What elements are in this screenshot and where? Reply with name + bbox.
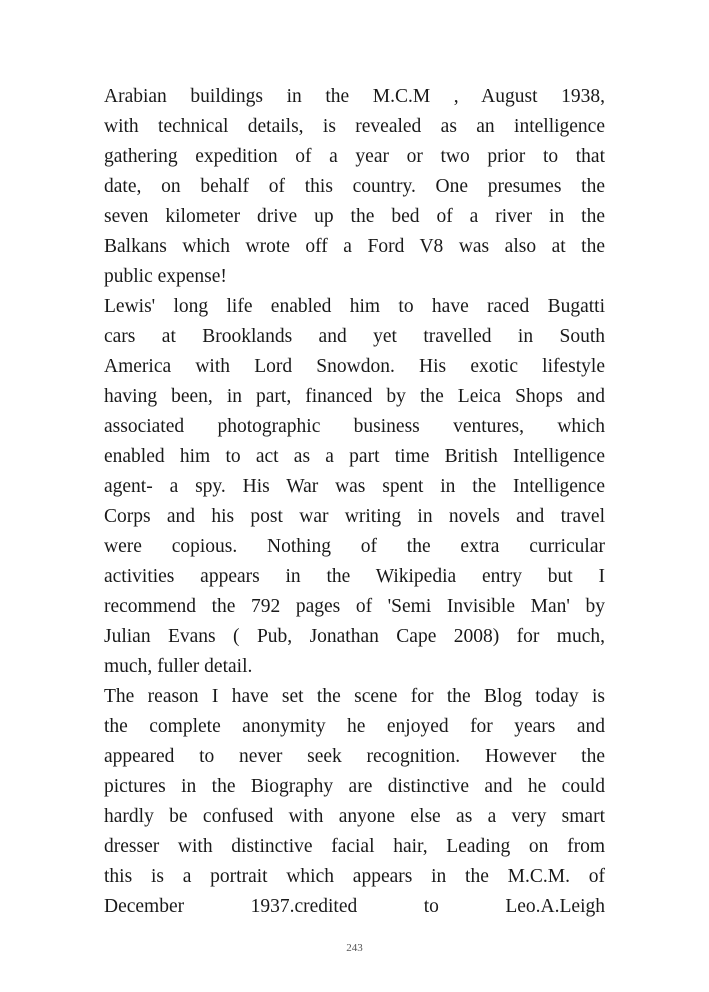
text-line: recommend the 792 pages of 'Semi Invisible Man' by	[104, 596, 605, 617]
text-line: Julian Evans ( Pub, Jonathan Cape 2008) for much,	[104, 626, 605, 647]
text-line: hardly be confused with anyone else as a very smart	[104, 806, 605, 827]
text-line: activities appears in the Wikipedia entry but I	[104, 566, 605, 587]
text-line: enabled him to act as a part time British Intelligence	[104, 446, 605, 467]
text-line: dresser with distinctive facial hair, Leading on from	[104, 836, 605, 857]
text-line: this is a portrait which appears in the M.C.M. of	[104, 866, 605, 887]
text-line: date, on behalf of this country. One presumes the	[104, 176, 605, 197]
text-line: having been, in part, financed by the Leica Shops and	[104, 386, 605, 407]
text-line: Lewis' long life enabled him to have raced Bugatti	[104, 296, 605, 317]
text-line: with technical details, is revealed as an intelligence	[104, 116, 605, 137]
text-line: cars at Brooklands and yet travelled in South	[104, 326, 605, 347]
text-line: seven kilometer drive up the bed of a river in the	[104, 206, 605, 227]
text-line: were copious. Nothing of the extra curricular	[104, 536, 605, 557]
page-number: 243	[346, 942, 363, 954]
text-line: America with Lord Snowdon. His exotic lifestyle	[104, 356, 605, 377]
text-line: pictures in the Biography are distinctive and he could	[104, 776, 605, 797]
text-line: much, fuller detail.	[104, 656, 253, 677]
text-line: Arabian buildings in the M.C.M , August 1938,	[104, 86, 605, 107]
text-line: appeared to never seek recognition. However the	[104, 746, 605, 767]
text-line: agent- a spy. His War was spent in the Intelligence	[104, 476, 605, 497]
text-line: December 1937.credited to Leo.A.Leigh	[104, 896, 605, 917]
text-line: associated photographic business ventures, which	[104, 416, 605, 437]
text-line: gathering expedition of a year or two prior to that	[104, 146, 605, 167]
body-text	[104, 82, 605, 922]
text-line: Corps and his post war writing in novels and travel	[104, 506, 605, 527]
text-line: The reason I have set the scene for the Blog today is	[104, 686, 605, 707]
text-line: public expense!	[104, 266, 227, 287]
text-line: the complete anonymity he enjoyed for years and	[104, 716, 605, 737]
text-line: Balkans which wrote off a Ford V8 was also at the	[104, 236, 605, 257]
